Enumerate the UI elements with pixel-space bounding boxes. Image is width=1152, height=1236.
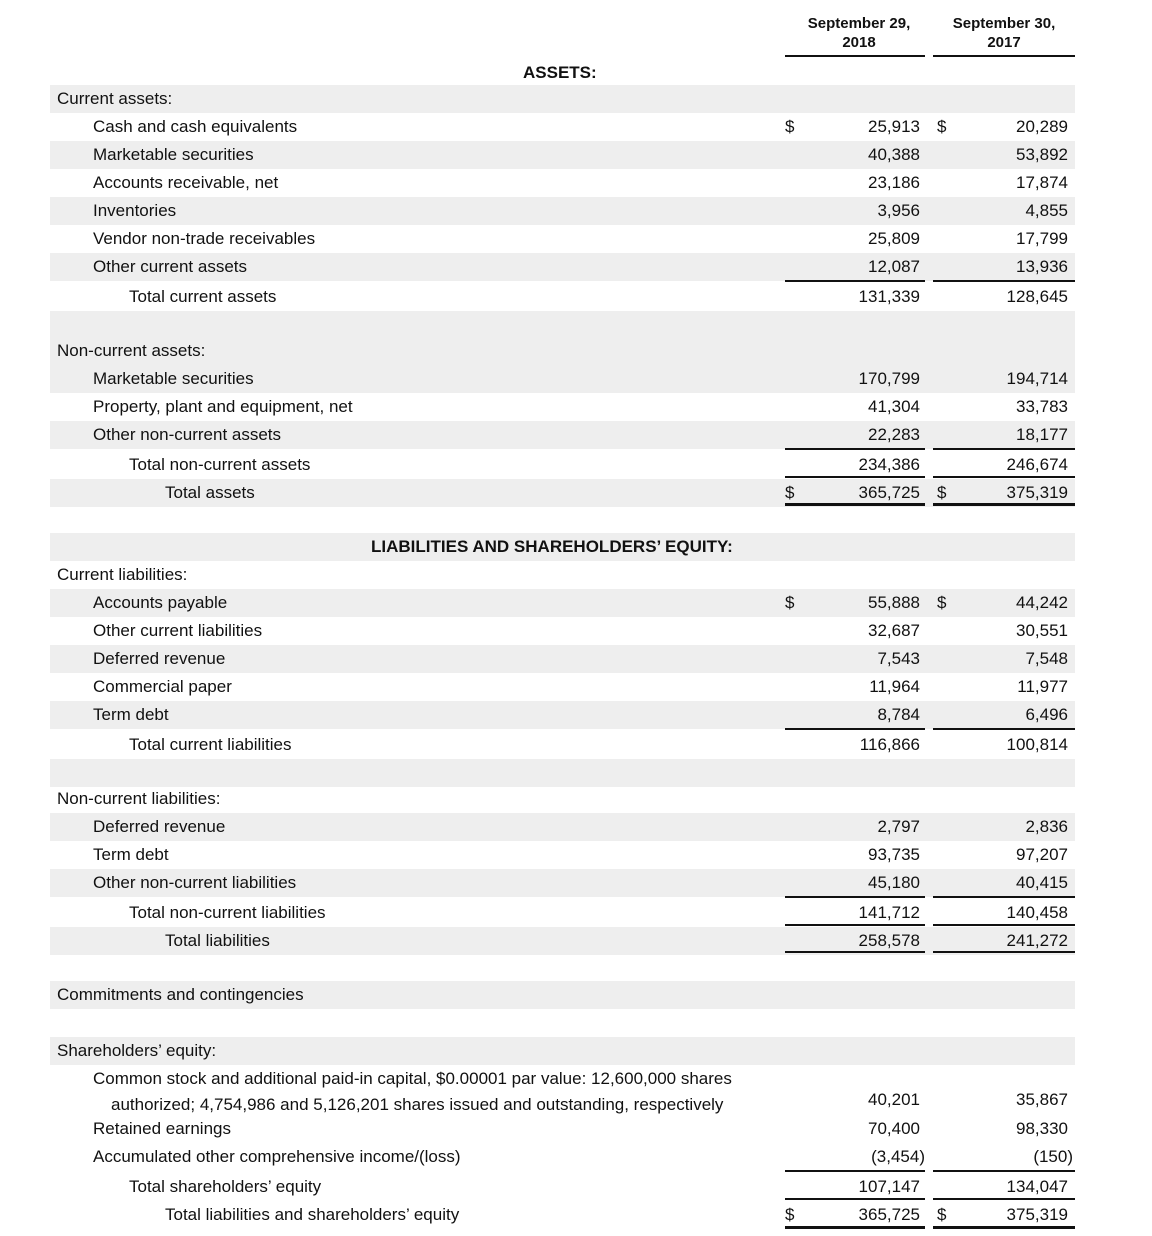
row-label: Marketable securities xyxy=(93,145,254,164)
table-row xyxy=(50,701,1075,729)
currency-symbol: $ xyxy=(785,483,795,502)
table-row xyxy=(50,1115,1075,1143)
table-row xyxy=(50,813,1075,841)
row-label: Deferred revenue xyxy=(93,649,226,668)
grand-total-row xyxy=(50,1201,1075,1229)
value-2018: (3,454) xyxy=(871,1147,925,1166)
value-2018: 365,725 xyxy=(858,1205,920,1224)
commitments-row xyxy=(50,981,1075,1009)
row-label: Total current liabilities xyxy=(129,735,292,754)
liabilities-heading-row xyxy=(50,533,1075,561)
value-2017: 134,047 xyxy=(1006,1177,1068,1196)
value-2018: 93,735 xyxy=(868,845,920,864)
total-rule xyxy=(933,1198,1075,1200)
value-2018: 22,283 xyxy=(868,425,920,444)
value-2017: 44,242 xyxy=(1016,593,1068,612)
row-label: Total assets xyxy=(165,483,255,502)
total-row xyxy=(50,731,1075,759)
value-2018: 25,913 xyxy=(868,117,920,136)
value-2017: 241,272 xyxy=(1006,931,1068,950)
value-2018: 107,147 xyxy=(858,1177,920,1196)
table-row xyxy=(50,365,1075,393)
row-label: Inventories xyxy=(93,201,177,220)
value-2017: 11,977 xyxy=(1017,677,1068,696)
double-rule xyxy=(933,1226,1075,1229)
section-label: Shareholders’ equity: xyxy=(57,1041,217,1060)
value-2017: 98,330 xyxy=(1016,1119,1068,1138)
value-2018: 70,400 xyxy=(868,1119,920,1138)
value-2017: 17,874 xyxy=(1016,173,1068,192)
value-2018: 40,201 xyxy=(868,1090,920,1109)
row-label: Accounts payable xyxy=(93,593,228,612)
subtotal-rule xyxy=(785,1170,925,1172)
subtotal-rule xyxy=(785,280,925,282)
currency-symbol: $ xyxy=(785,593,795,612)
total-rule xyxy=(785,476,925,478)
subtotal-rule xyxy=(933,448,1075,450)
value-2018: 116,866 xyxy=(859,735,920,754)
value-2017: 128,645 xyxy=(1006,287,1068,306)
header-rule xyxy=(933,55,1075,57)
value-2017: 17,799 xyxy=(1016,229,1068,248)
value-2018: 45,180 xyxy=(868,873,920,892)
value-2018: 365,725 xyxy=(858,483,920,502)
table-row xyxy=(50,869,1075,897)
row-label: Term debt xyxy=(93,845,169,864)
value-2017: 13,936 xyxy=(1016,257,1068,276)
total-rule xyxy=(933,476,1075,478)
subtotal-rule xyxy=(785,448,925,450)
header-rule xyxy=(785,55,925,57)
row-label: Other non-current assets xyxy=(93,425,282,444)
total-row xyxy=(50,451,1075,479)
row-label: Other current liabilities xyxy=(93,621,263,640)
table-row xyxy=(50,617,1075,645)
value-2018: 234,386 xyxy=(858,455,920,474)
current-liabilities-heading-row xyxy=(50,561,1075,589)
value-2017: 53,892 xyxy=(1016,145,1068,164)
row-label: Commercial paper xyxy=(93,677,232,696)
value-2018: 141,712 xyxy=(858,903,920,922)
value-2018: 23,186 xyxy=(868,173,920,192)
value-2017: 97,207 xyxy=(1016,845,1068,864)
value-2017: (150) xyxy=(1033,1147,1073,1166)
value-2018: 25,809 xyxy=(868,229,920,248)
row-label-continued: authorized; 4,754,986 and 5,126,201 shares issued and outstanding, respectively xyxy=(111,1095,724,1114)
double-rule xyxy=(933,503,1075,506)
value-2017: 375,319 xyxy=(1006,483,1068,502)
equity-heading-row xyxy=(50,1037,1075,1065)
value-2018: 170,799 xyxy=(858,369,920,388)
row-label: Deferred revenue xyxy=(93,817,226,836)
table-row xyxy=(50,421,1075,449)
row-label: Other non-current liabilities xyxy=(93,873,297,892)
value-2017: 20,289 xyxy=(1016,117,1068,136)
row-label: Vendor non-trade receivables xyxy=(93,229,316,248)
table-row xyxy=(50,841,1075,869)
assets-heading: ASSETS: xyxy=(523,63,597,82)
subtotal-rule xyxy=(933,1170,1075,1172)
value-2018: 55,888 xyxy=(868,593,920,612)
value-2017: 246,674 xyxy=(1006,455,1068,474)
section-label: Current liabilities: xyxy=(57,565,188,584)
subtotal-rule xyxy=(785,728,925,730)
currency-symbol: $ xyxy=(785,117,795,136)
table-row xyxy=(50,113,1075,141)
row-label: Accumulated other comprehensive income/(loss) xyxy=(93,1147,461,1166)
total-row xyxy=(50,899,1075,927)
double-rule xyxy=(785,503,925,506)
currency-symbol: $ xyxy=(937,1205,947,1224)
total-rule xyxy=(785,951,925,953)
table-row xyxy=(50,1143,1075,1171)
row-label: Cash and cash equivalents xyxy=(93,117,298,136)
liabilities-heading: LIABILITIES AND SHAREHOLDERS’ EQUITY: xyxy=(371,537,733,556)
subtotal-rule xyxy=(933,280,1075,282)
noncurrent-liabilities-heading-row xyxy=(50,785,1075,813)
currency-symbol: $ xyxy=(937,483,947,502)
currency-symbol: $ xyxy=(785,1205,795,1224)
noncurrent-assets-heading-row xyxy=(50,337,1075,365)
value-2017: 33,783 xyxy=(1016,397,1068,416)
table-row xyxy=(50,253,1075,281)
total-row xyxy=(50,1173,1075,1201)
currency-symbol: $ xyxy=(937,117,947,136)
value-2018: 8,784 xyxy=(877,705,920,724)
value-2018: 41,304 xyxy=(868,397,920,416)
currency-symbol: $ xyxy=(937,593,947,612)
value-2018: 40,388 xyxy=(868,145,920,164)
value-2017: 140,458 xyxy=(1006,903,1068,922)
column-header-2017: September 30, 2017 xyxy=(952,15,1056,51)
table-row xyxy=(50,225,1075,253)
value-2017: 35,867 xyxy=(1016,1090,1068,1109)
table-row xyxy=(50,169,1075,197)
value-2018: 3,956 xyxy=(877,201,920,220)
total-row xyxy=(50,283,1075,311)
column-header-2018: September 29, 2018 xyxy=(807,15,911,51)
table-row xyxy=(50,393,1075,421)
total-rule xyxy=(785,924,925,926)
subtotal-rule xyxy=(785,896,925,898)
value-2018: 258,578 xyxy=(858,931,920,950)
row-label: Commitments and contingencies xyxy=(57,985,304,1004)
row-label: Retained earnings xyxy=(93,1119,231,1138)
row-label: Property, plant and equipment, net xyxy=(93,397,353,416)
value-2017: 40,415 xyxy=(1016,873,1068,892)
row-label: Total liabilities and shareholders’ equity xyxy=(165,1205,460,1224)
table-row xyxy=(50,673,1075,701)
value-2018: 12,087 xyxy=(868,257,920,276)
row-label: Marketable securities xyxy=(93,369,254,388)
value-2017: 194,714 xyxy=(1006,369,1068,388)
row-label: Total non-current assets xyxy=(129,455,311,474)
row-label: Other current assets xyxy=(93,257,248,276)
spacer-row xyxy=(50,759,1075,787)
table-row xyxy=(50,589,1075,617)
table-row xyxy=(50,645,1075,673)
total-rule xyxy=(933,924,1075,926)
row-label: Total current assets xyxy=(129,287,277,306)
subtotal-rule xyxy=(933,728,1075,730)
value-2018: 32,687 xyxy=(868,621,920,640)
row-label: Accounts receivable, net xyxy=(93,173,279,192)
row-label: Total non-current liabilities xyxy=(129,903,326,922)
spacer-row xyxy=(50,311,1075,339)
section-label: Non-current assets: xyxy=(57,341,206,360)
row-label: Total shareholders’ equity xyxy=(129,1177,322,1196)
value-2017: 4,855 xyxy=(1025,201,1068,220)
double-rule xyxy=(785,1226,925,1229)
value-2017: 30,551 xyxy=(1016,621,1068,640)
value-2017: 2,836 xyxy=(1025,817,1068,836)
table-row xyxy=(50,141,1075,169)
value-2017: 7,548 xyxy=(1025,649,1068,668)
value-2018: 7,543 xyxy=(877,649,920,668)
row-label: Term debt xyxy=(93,705,169,724)
subtotal-rule xyxy=(933,896,1075,898)
value-2018: 11,964 xyxy=(869,677,920,696)
value-2018: 131,339 xyxy=(858,287,920,306)
value-2017: 375,319 xyxy=(1006,1205,1068,1224)
value-2017: 100,814 xyxy=(1006,735,1068,754)
table-row xyxy=(50,197,1075,225)
current-assets-heading-row xyxy=(50,85,1075,113)
section-label: Current assets: xyxy=(57,89,173,108)
row-label: Total liabilities xyxy=(165,931,270,950)
total-rule xyxy=(785,1198,925,1200)
value-2017: 18,177 xyxy=(1016,425,1068,444)
value-2017: 6,496 xyxy=(1025,705,1068,724)
total-rule xyxy=(933,951,1075,953)
section-label: Non-current liabilities: xyxy=(57,789,221,808)
table-row xyxy=(50,1065,1075,1115)
value-2018: 2,797 xyxy=(877,817,920,836)
row-label: Common stock and additional paid-in capital, $0.00001 par value: 12,600,000 shares xyxy=(93,1069,732,1088)
